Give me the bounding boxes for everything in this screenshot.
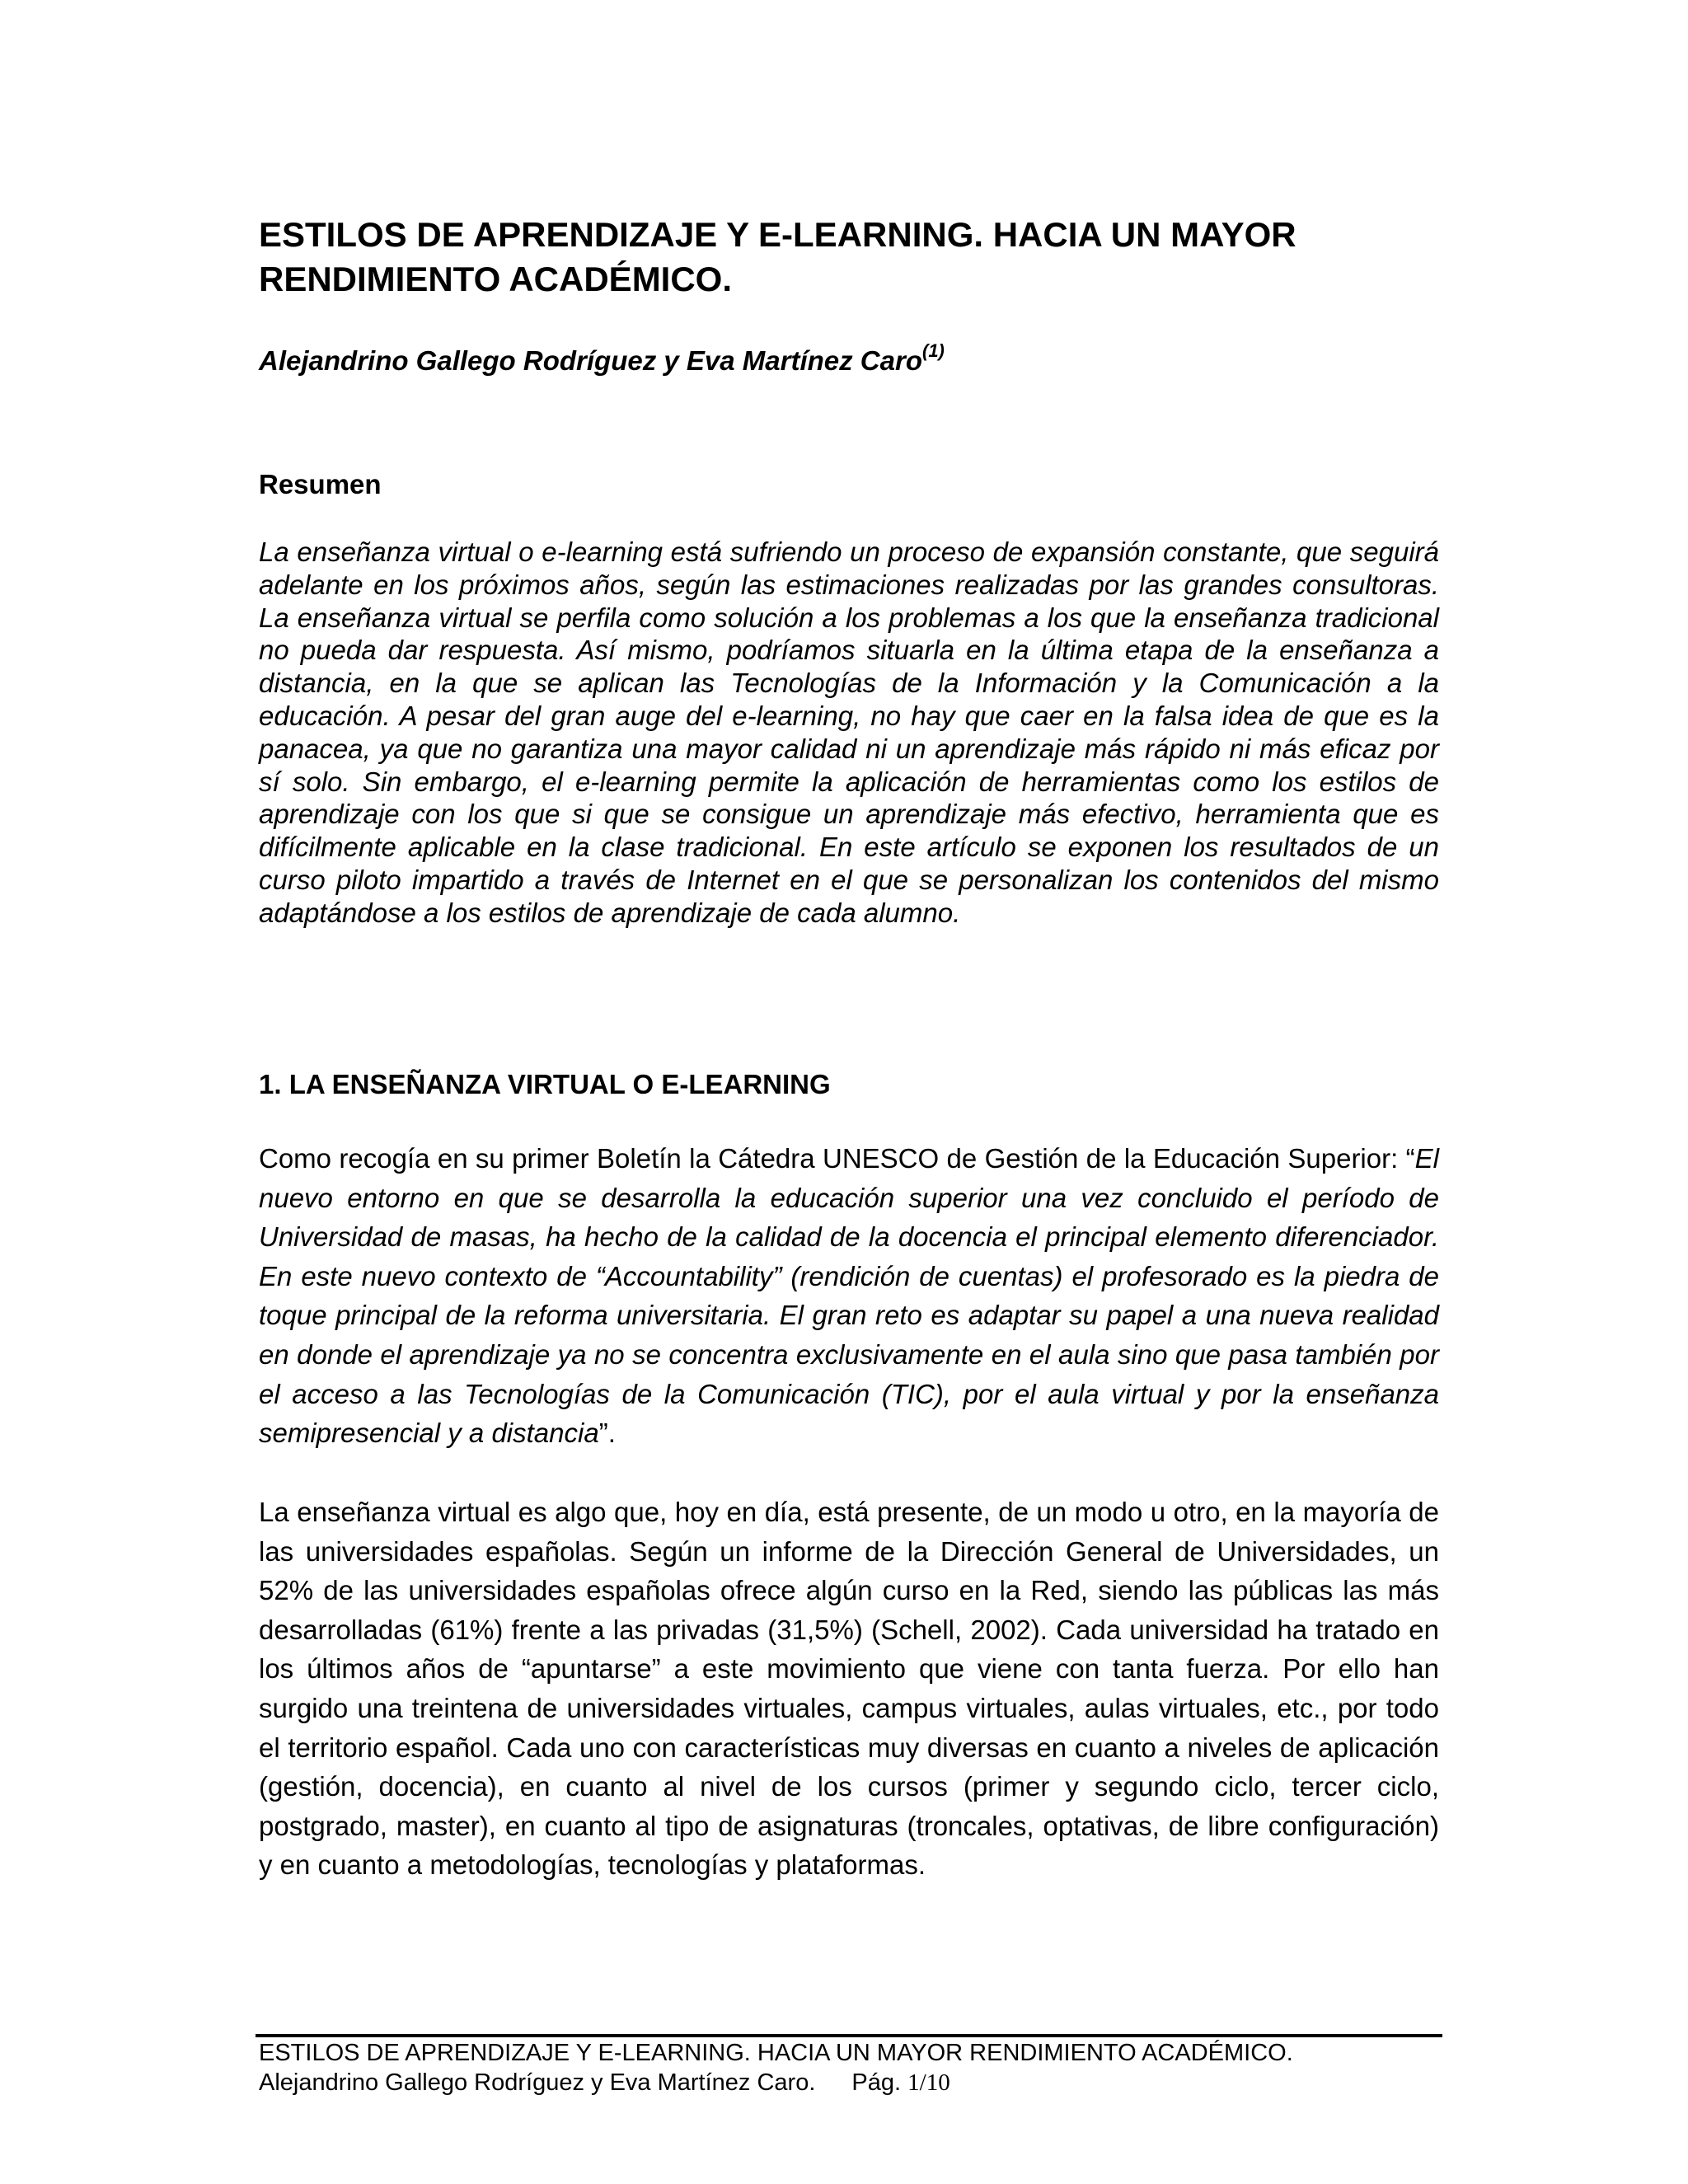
- abstract-body: La enseñanza virtual o e-learning está sufriendo un proceso de expansión constante, que seguirá adelante en los próximos años, según las estimaciones realizadas por las grandes consultoras. La enseñanza virtual se perfila como solución a los problemas a los que la enseñanza tradicional no pueda dar respuesta. Así mismo, podríamos situarla en la última etapa de la enseñanza a distancia, en la que se aplican las Tecnologías de la Información y la Comunicación a la educación. A pesar del gran auge del e-learning, no hay que caer en la falsa idea de que es la panacea, ya que no garantiza una mayor calidad ni un aprendizaje más rápido ni más eficaz por sí solo. Sin embargo, el e-learning permite la aplicación de herramientas como los estilos de aprendizaje con los que si que se consigue un aprendizaje más efectivo, herramienta que es difícilmente aplicable en la clase tradicional. En este artículo se exponen los resultados de un curso piloto impartido a través de Internet en el que se personalizan los contenidos del mismo adaptándose a los estilos de aprendizaje de cada alumno.: [259, 537, 1439, 928]
- footer-title: ESTILOS DE APRENDIZAJE Y E-LEARNING. HACIA UN MAYOR RENDIMIENTO ACADÉMICO.: [259, 2040, 1293, 2066]
- paragraph1-quote: El nuevo entorno en que se desarrolla la educación superior una vez concluido el período de Universidad de masas, ha hecho de la calidad de la docencia el principal elemento diferenciador. En este nuevo contexto de “Accountability” (rendición de cuentas) el profesorado es la piedra de toque principal de la reforma universitaria. El gran reto es adaptar su papel a una nueva realidad en donde el aprendizaje ya no se concentra exclusivamente en el aula sino que pasa también por el acceso a las Tecnologías de la Comunicación (TIC), por el aula virtual y por la enseñanza semipresencial y a distancia: [259, 1143, 1439, 1449]
- abstract-heading: Resumen: [259, 469, 382, 499]
- section1-paragraph-2: La enseñanza virtual es algo que, hoy en día, está presente, de un modo u otro, en la mayoría de las universidades españolas. Según un informe de la Dirección General de Universidades, un 52% de las universidades españolas ofrece algún curso en la Red, siendo las públicas las más desarrolladas (61%) frente a las privadas (31,5%) (Schell, 2002). Cada universidad ha tratado en los últimos años de “apuntarse” a este movimiento que viene con tanta fuerza. Por ello han surgido una treintena de universidades virtuales, campus virtuales, aulas virtuales, etc., por todo el territorio español. Cada uno con características muy diversas en cuanto a niveles de aplicación (gestión, docencia), en cuanto al nivel de los cursos (primer y segundo ciclo, tercer ciclo, postgrado, master), en cuanto al tipo de asignaturas (troncales, optativas, de libre configuración) y en cuanto a metodologías, tecnologías y plataformas.: [259, 1497, 1439, 1881]
- paper-title: [259, 213, 1439, 302]
- paper-authors: [259, 338, 1439, 377]
- paragraph1-close: ”.: [598, 1418, 616, 1449]
- author-names: Alejandrino Gallego Rodríguez y Eva Martínez Caro: [259, 345, 922, 376]
- paragraph1-intro: Como recogía en su primer Boletín la Cátedra UNESCO de Gestión de la Educación Superior: “: [259, 1143, 1415, 1174]
- footer-divider: [256, 2034, 1442, 2037]
- footer-authors-line: [259, 2069, 1439, 2097]
- footer-page-label: Pág.: [851, 2069, 902, 2096]
- footer-page-number: 1/10: [907, 2069, 950, 2096]
- section-heading-1: 1. LA ENSEÑANZA VIRTUAL O E-LEARNING: [259, 1069, 831, 1099]
- author-footnote-mark: (1): [922, 340, 945, 361]
- paper-title-line2: RENDIMIENTO ACADÉMICO.: [259, 260, 733, 298]
- paper-title-line1: ESTILOS DE APRENDIZAJE Y E-LEARNING. HACIA UN MAYOR: [259, 215, 1296, 254]
- section1-paragraph-1: [259, 1139, 1439, 1453]
- footer-authors: Alejandrino Gallego Rodríguez y Eva Martínez Caro.: [259, 2069, 816, 2096]
- footer-page-indicator: [851, 2069, 950, 2096]
